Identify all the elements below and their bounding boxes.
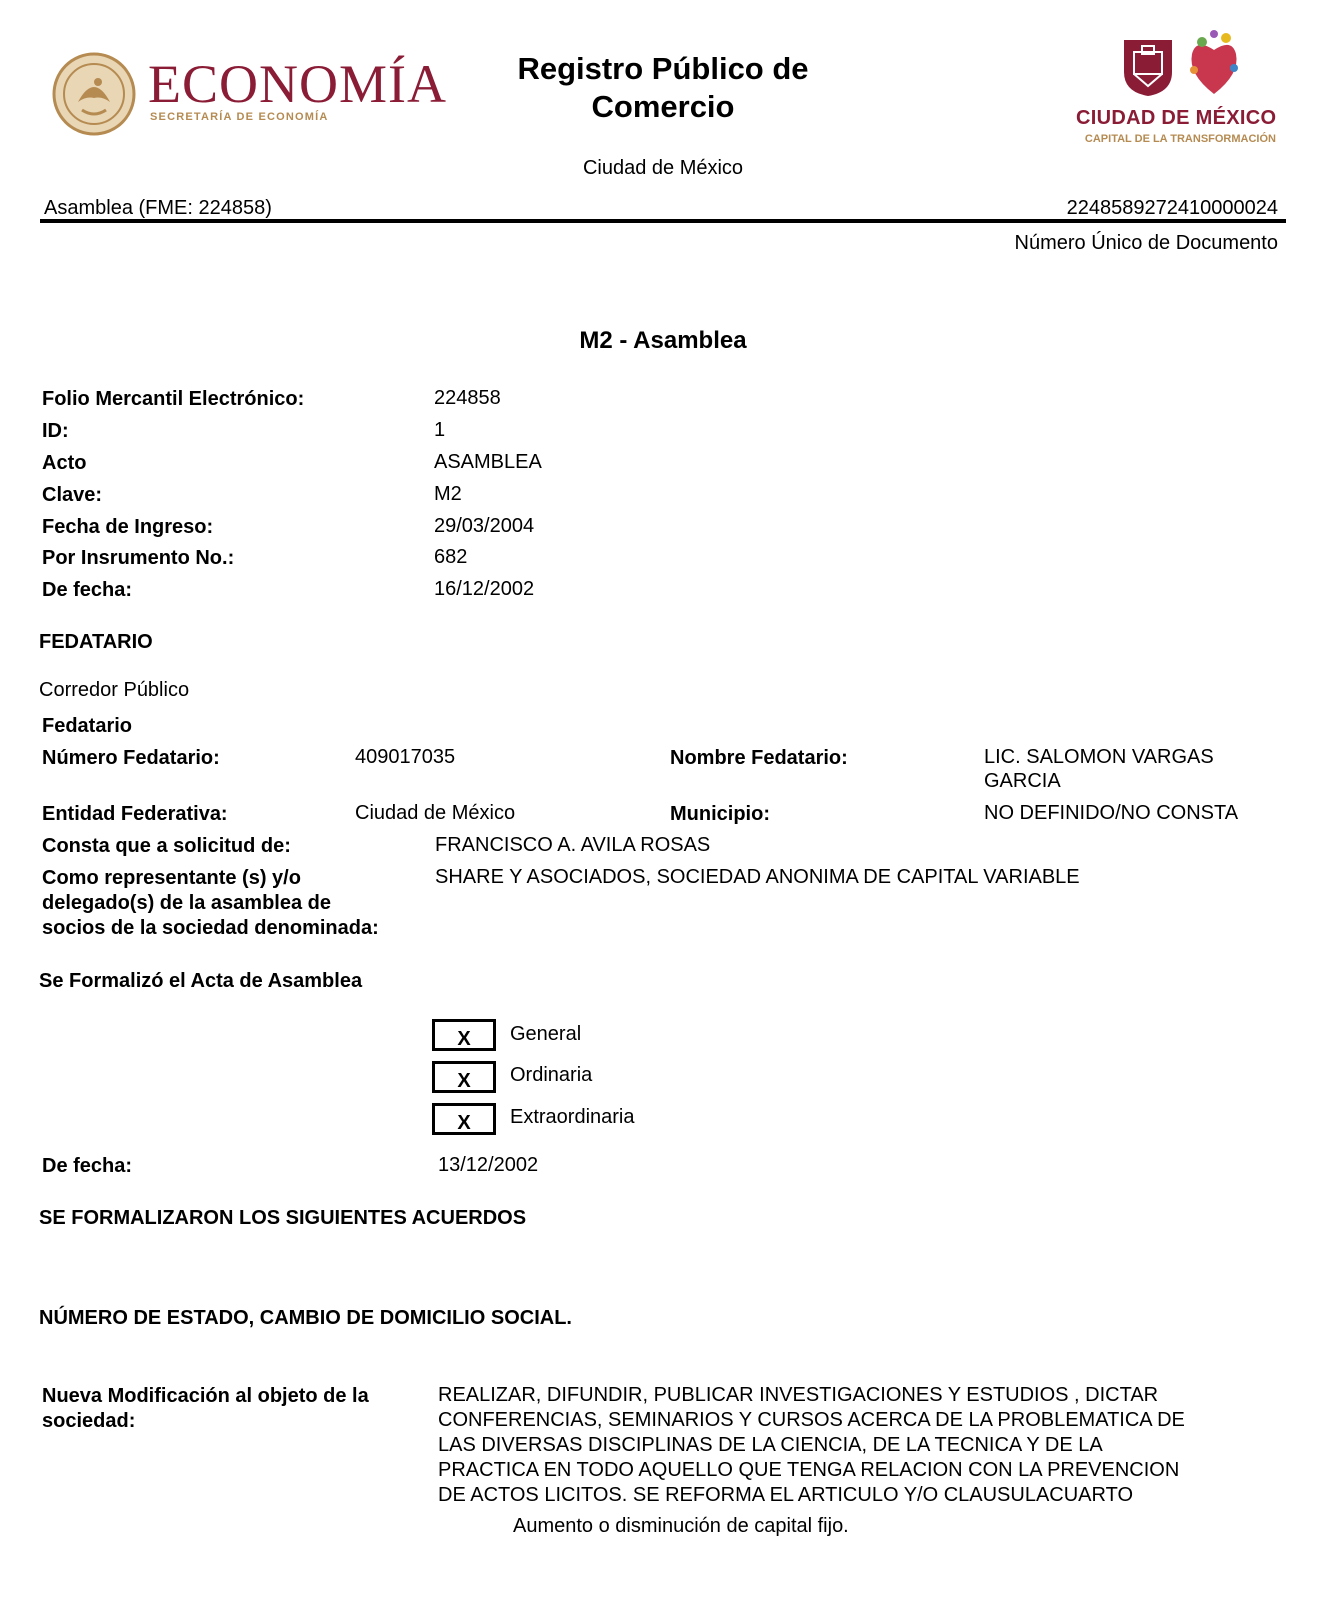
solicitud-label: Consta que a solicitud de: bbox=[42, 835, 291, 857]
document-number: 2248589272410000024 bbox=[1066, 197, 1278, 219]
extraordinaria-option-label: Extraordinaria bbox=[510, 1106, 635, 1128]
economia-wordmark: ECONOMÍA bbox=[148, 54, 447, 114]
fedatario-type: Corredor Público bbox=[39, 679, 190, 701]
clave-value: M2 bbox=[434, 483, 462, 505]
clave-label: Clave: bbox=[42, 484, 103, 506]
representante-label-1: Como representante (s) y/o bbox=[42, 867, 301, 889]
cdmx-shield-icon bbox=[1122, 38, 1174, 98]
acta-fecha-label: De fecha: bbox=[42, 1155, 133, 1177]
representante-value: SHARE Y ASOCIADOS, SOCIEDAD ANONIMA DE CAPITAL VARIABLE bbox=[435, 866, 1080, 888]
municipio-value: NO DEFINIDO/NO CONSTA bbox=[984, 802, 1239, 824]
fecha-ingreso-label: Fecha de Ingreso: bbox=[42, 516, 214, 538]
modificacion-label-1: Nueva Modificación al objeto de la bbox=[42, 1385, 369, 1407]
document-number-label: Número Único de Documento bbox=[1014, 232, 1278, 254]
acuerdos-subsection-title: NÚMERO DE ESTADO, CAMBIO DE DOMICILIO SOCIAL. bbox=[39, 1307, 572, 1329]
economia-logo bbox=[52, 52, 447, 142]
title-line-2: Comercio bbox=[591, 89, 735, 124]
page-title bbox=[450, 50, 876, 126]
modificacion-line-2: CONFERENCIAS, SEMINARIOS Y CURSOS ACERCA DE LA PROBLEMATICA DE bbox=[438, 1409, 1185, 1431]
general-checkbox: X bbox=[432, 1019, 496, 1051]
fedatario-section-title: FEDATARIO bbox=[39, 631, 153, 653]
nombre-fedatario-value-2: GARCIA bbox=[984, 770, 1061, 792]
city-subtitle: Ciudad de México bbox=[582, 157, 744, 179]
general-option-label: General bbox=[510, 1023, 582, 1045]
fedatario-subheading: Fedatario bbox=[42, 715, 133, 737]
mexico-seal-icon bbox=[52, 52, 136, 136]
numero-fedatario-value: 409017035 bbox=[355, 746, 456, 768]
numero-fedatario-label: Número Fedatario: bbox=[42, 747, 220, 769]
heart-illustration-icon bbox=[1184, 28, 1244, 100]
economia-subtitle: SECRETARÍA DE ECONOMÍA bbox=[150, 111, 329, 123]
entidad-value: Ciudad de México bbox=[355, 802, 516, 824]
representante-label-2: delegado(s) de la asamblea de bbox=[42, 892, 331, 914]
folio-value: 224858 bbox=[434, 387, 501, 409]
header-divider bbox=[40, 219, 1286, 223]
acta-fecha-value: 13/12/2002 bbox=[438, 1154, 539, 1176]
folio-label: Folio Mercantil Electrónico: bbox=[42, 388, 305, 410]
solicitud-value: FRANCISCO A. AVILA ROSAS bbox=[435, 834, 711, 856]
id-label: ID: bbox=[42, 420, 69, 442]
modificacion-line-5: DE ACTOS LICITOS. SE REFORMA EL ARTICULO Y/O CLAUSULACUARTO bbox=[438, 1484, 1134, 1506]
modificacion-line-3: LAS DIVERSAS DISCIPLINAS DE LA CIENCIA, DE LA TECNICA Y DE LA bbox=[438, 1434, 1103, 1456]
document-title: M2 - Asamblea bbox=[579, 327, 747, 354]
entidad-label: Entidad Federativa: bbox=[42, 803, 228, 825]
asamblea-fme-label: Asamblea (FME: 224858) bbox=[44, 197, 272, 219]
footer-note: Aumento o disminución de capital fijo. bbox=[513, 1515, 849, 1537]
modificacion-label-2: sociedad: bbox=[42, 1410, 136, 1432]
instrumento-label: Por Insrumento No.: bbox=[42, 547, 235, 569]
de-fecha-label: De fecha: bbox=[42, 579, 133, 601]
representante-label-3: socios de la sociedad denominada: bbox=[42, 917, 379, 939]
instrumento-value: 682 bbox=[434, 546, 468, 568]
acuerdos-section-title: SE FORMALIZARON LOS SIGUIENTES ACUERDOS bbox=[39, 1207, 527, 1229]
fecha-ingreso-value: 29/03/2004 bbox=[434, 515, 535, 537]
cdmx-tagline: CAPITAL DE LA TRANSFORMACIÓN bbox=[1084, 133, 1276, 145]
ordinaria-checkbox: X bbox=[432, 1061, 496, 1093]
acto-label: Acto bbox=[42, 452, 87, 474]
de-fecha-value: 16/12/2002 bbox=[434, 578, 535, 600]
modificacion-line-1: REALIZAR, DIFUNDIR, PUBLICAR INVESTIGACIONES Y ESTUDIOS , DICTAR bbox=[438, 1384, 1159, 1406]
modificacion-line-4: PRACTICA EN TODO AQUELLO QUE TENGA RELACION CON LA PREVENCION bbox=[438, 1459, 1180, 1481]
nombre-fedatario-label: Nombre Fedatario: bbox=[670, 747, 848, 769]
ordinaria-option-label: Ordinaria bbox=[510, 1064, 593, 1086]
municipio-label: Municipio: bbox=[670, 803, 770, 825]
cdmx-name: CIUDAD DE MÉXICO bbox=[1076, 107, 1277, 129]
acto-value: ASAMBLEA bbox=[434, 451, 542, 473]
cdmx-logo bbox=[1076, 28, 1296, 158]
acta-section-title: Se Formalizó el Acta de Asamblea bbox=[39, 970, 363, 992]
extraordinaria-checkbox: X bbox=[432, 1103, 496, 1135]
title-line-1: Registro Público de bbox=[517, 51, 809, 86]
nombre-fedatario-value-1: LIC. SALOMON VARGAS bbox=[984, 746, 1214, 768]
id-value: 1 bbox=[434, 419, 446, 441]
